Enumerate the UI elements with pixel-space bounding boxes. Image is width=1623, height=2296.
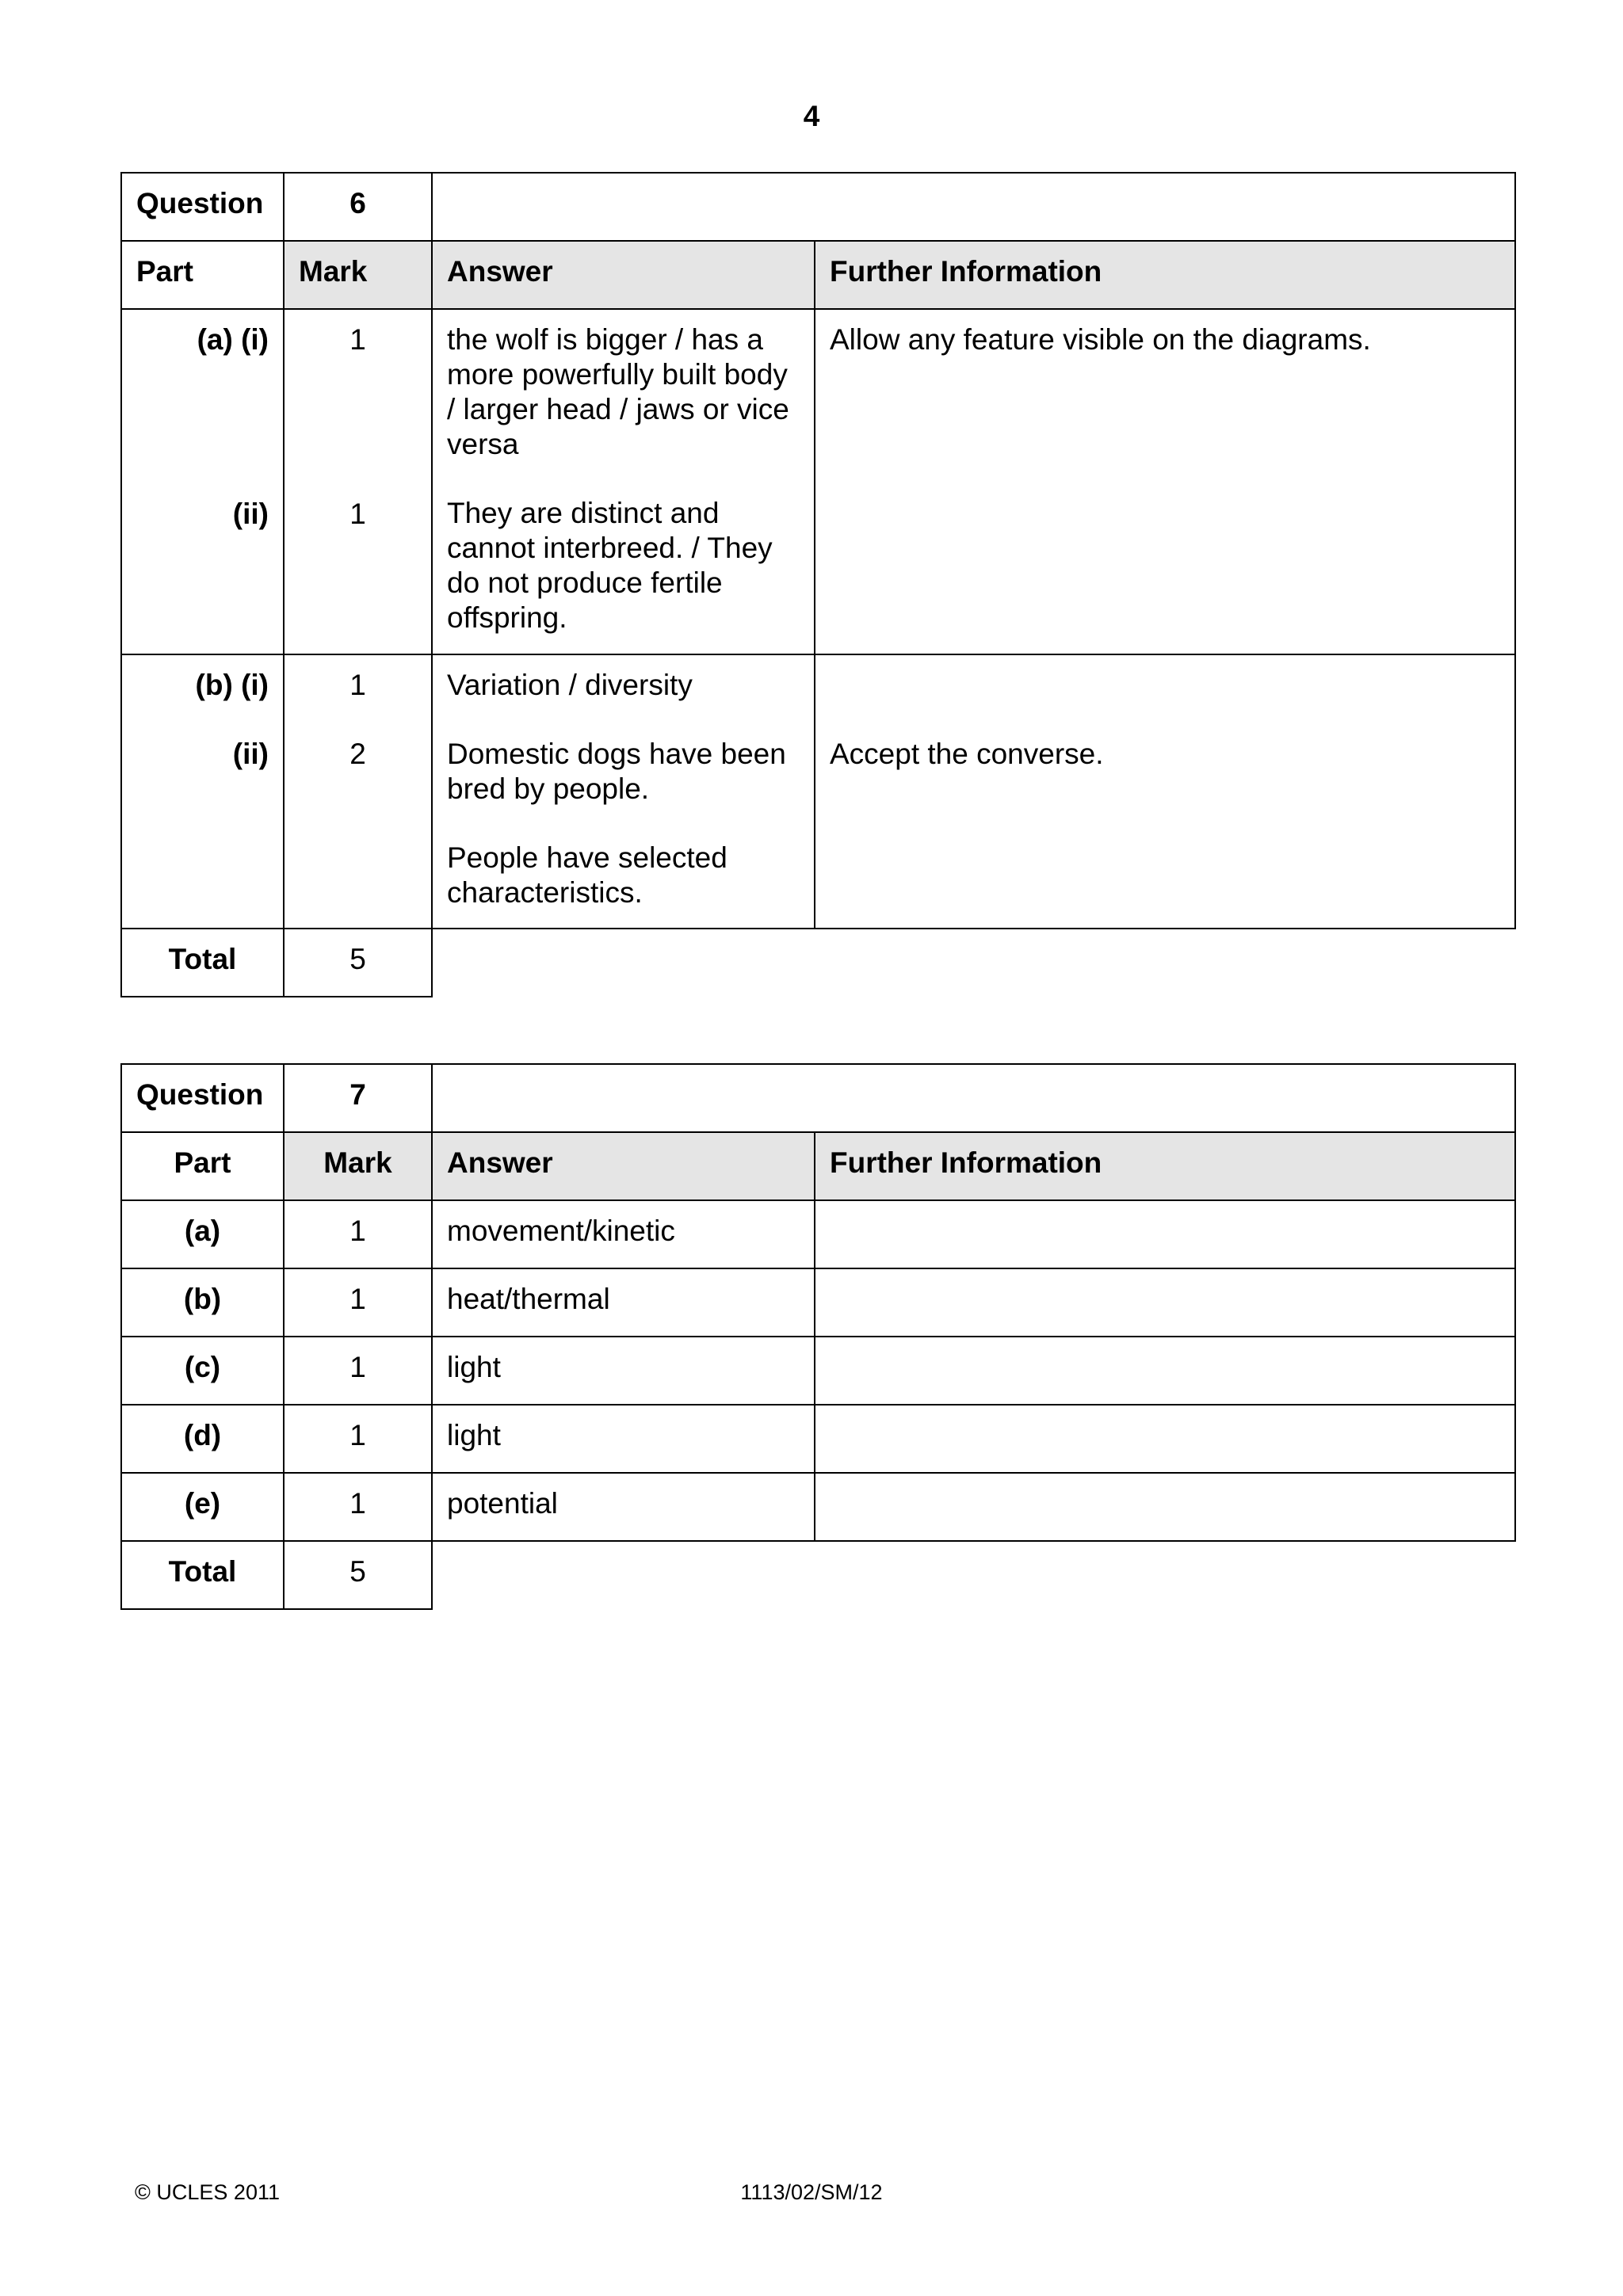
mark-cell: 1 <box>284 1268 432 1337</box>
answer-cell: potential <box>432 1473 815 1541</box>
footer-copyright: © UCLES 2011 <box>135 2180 280 2204</box>
question-label: Question <box>121 173 284 241</box>
question-number: 7 <box>284 1064 432 1132</box>
table-row <box>121 1268 1515 1337</box>
further-information-cell <box>815 1473 1515 1541</box>
answer-cell: heat/thermal <box>432 1268 815 1337</box>
answer-text: Variation / diversity <box>447 669 693 701</box>
part-label: (a) (i) <box>197 323 269 356</box>
total-label: Total <box>121 929 284 997</box>
header-row <box>121 241 1515 309</box>
total-blank-cell <box>432 929 1515 997</box>
question-6-table <box>120 172 1516 997</box>
answer-cell <box>432 654 815 929</box>
header-answer: Answer <box>432 241 815 309</box>
header-mark: Mark <box>284 1132 432 1200</box>
question-row <box>121 1064 1515 1132</box>
mark-cell <box>284 654 432 929</box>
part-label: (ii) <box>232 738 269 770</box>
table-row <box>121 1405 1515 1473</box>
answer-cell: movement/kinetic <box>432 1200 815 1268</box>
part-cell: (a) <box>121 1200 284 1268</box>
total-label: Total <box>121 1541 284 1609</box>
answer-cell <box>432 309 815 654</box>
page-number: 4 <box>803 100 820 132</box>
further-information-text: Allow any feature visible on the diagrams. <box>830 323 1371 356</box>
question-label: Question <box>121 1064 284 1132</box>
mark-cell <box>284 309 432 654</box>
further-information-cell <box>815 1268 1515 1337</box>
part-cell: (e) <box>121 1473 284 1541</box>
footer-document-code: 1113/02/SM/12 <box>740 2180 883 2204</box>
question-7-table <box>120 1063 1516 1610</box>
mark-value: 1 <box>349 669 366 701</box>
part-cell: (b) <box>121 1268 284 1337</box>
table-row <box>121 1473 1515 1541</box>
table-row <box>121 1200 1515 1268</box>
mark-cell: 1 <box>284 1337 432 1405</box>
header-row <box>121 1132 1515 1200</box>
question-blank-cell <box>432 1064 1515 1132</box>
further-information-cell <box>815 654 1515 929</box>
mark-value: 1 <box>349 498 366 530</box>
total-row <box>121 929 1515 997</box>
further-information-cell <box>815 1405 1515 1473</box>
header-answer: Answer <box>432 1132 815 1200</box>
question-row <box>121 173 1515 241</box>
answer-text: Domestic dogs have been bred by people. <box>447 738 786 805</box>
header-further-information: Further Information <box>815 241 1515 309</box>
further-information-cell <box>815 309 1515 654</box>
part-cell: (d) <box>121 1405 284 1473</box>
answer-text: People have selected characteristics. <box>447 841 727 909</box>
question-number: 6 <box>284 173 432 241</box>
header-mark: Mark <box>284 241 432 309</box>
answer-text: They are distinct and cannot interbreed. / They do not produce fertile offspring. <box>447 497 773 634</box>
header-part: Part <box>121 1132 284 1200</box>
answer-cell: light <box>432 1405 815 1473</box>
header-further-information: Further Information <box>815 1132 1515 1200</box>
mark-value: 1 <box>349 323 366 356</box>
table-row <box>121 309 1515 654</box>
mark-cell: 1 <box>284 1473 432 1541</box>
part-label: (ii) <box>232 498 269 530</box>
further-information-text: Accept the converse. <box>830 738 1104 770</box>
question-blank-cell <box>432 173 1515 241</box>
further-information-cell <box>815 1337 1515 1405</box>
answer-cell: light <box>432 1337 815 1405</box>
total-value: 5 <box>284 1541 432 1609</box>
part-label: (b) (i) <box>195 669 269 701</box>
part-cell <box>121 309 284 654</box>
part-cell: (c) <box>121 1337 284 1405</box>
answer-text: the wolf is bigger / has a more powerfully built body / larger head / jaws or vice versa <box>447 323 789 460</box>
total-value: 5 <box>284 929 432 997</box>
mark-cell: 1 <box>284 1405 432 1473</box>
part-cell <box>121 654 284 929</box>
further-information-cell <box>815 1200 1515 1268</box>
table-row <box>121 1337 1515 1405</box>
total-row <box>121 1541 1515 1609</box>
mark-value: 2 <box>349 738 366 770</box>
header-part: Part <box>121 241 284 309</box>
table-row <box>121 654 1515 929</box>
mark-cell: 1 <box>284 1200 432 1268</box>
total-blank-cell <box>432 1541 1515 1609</box>
